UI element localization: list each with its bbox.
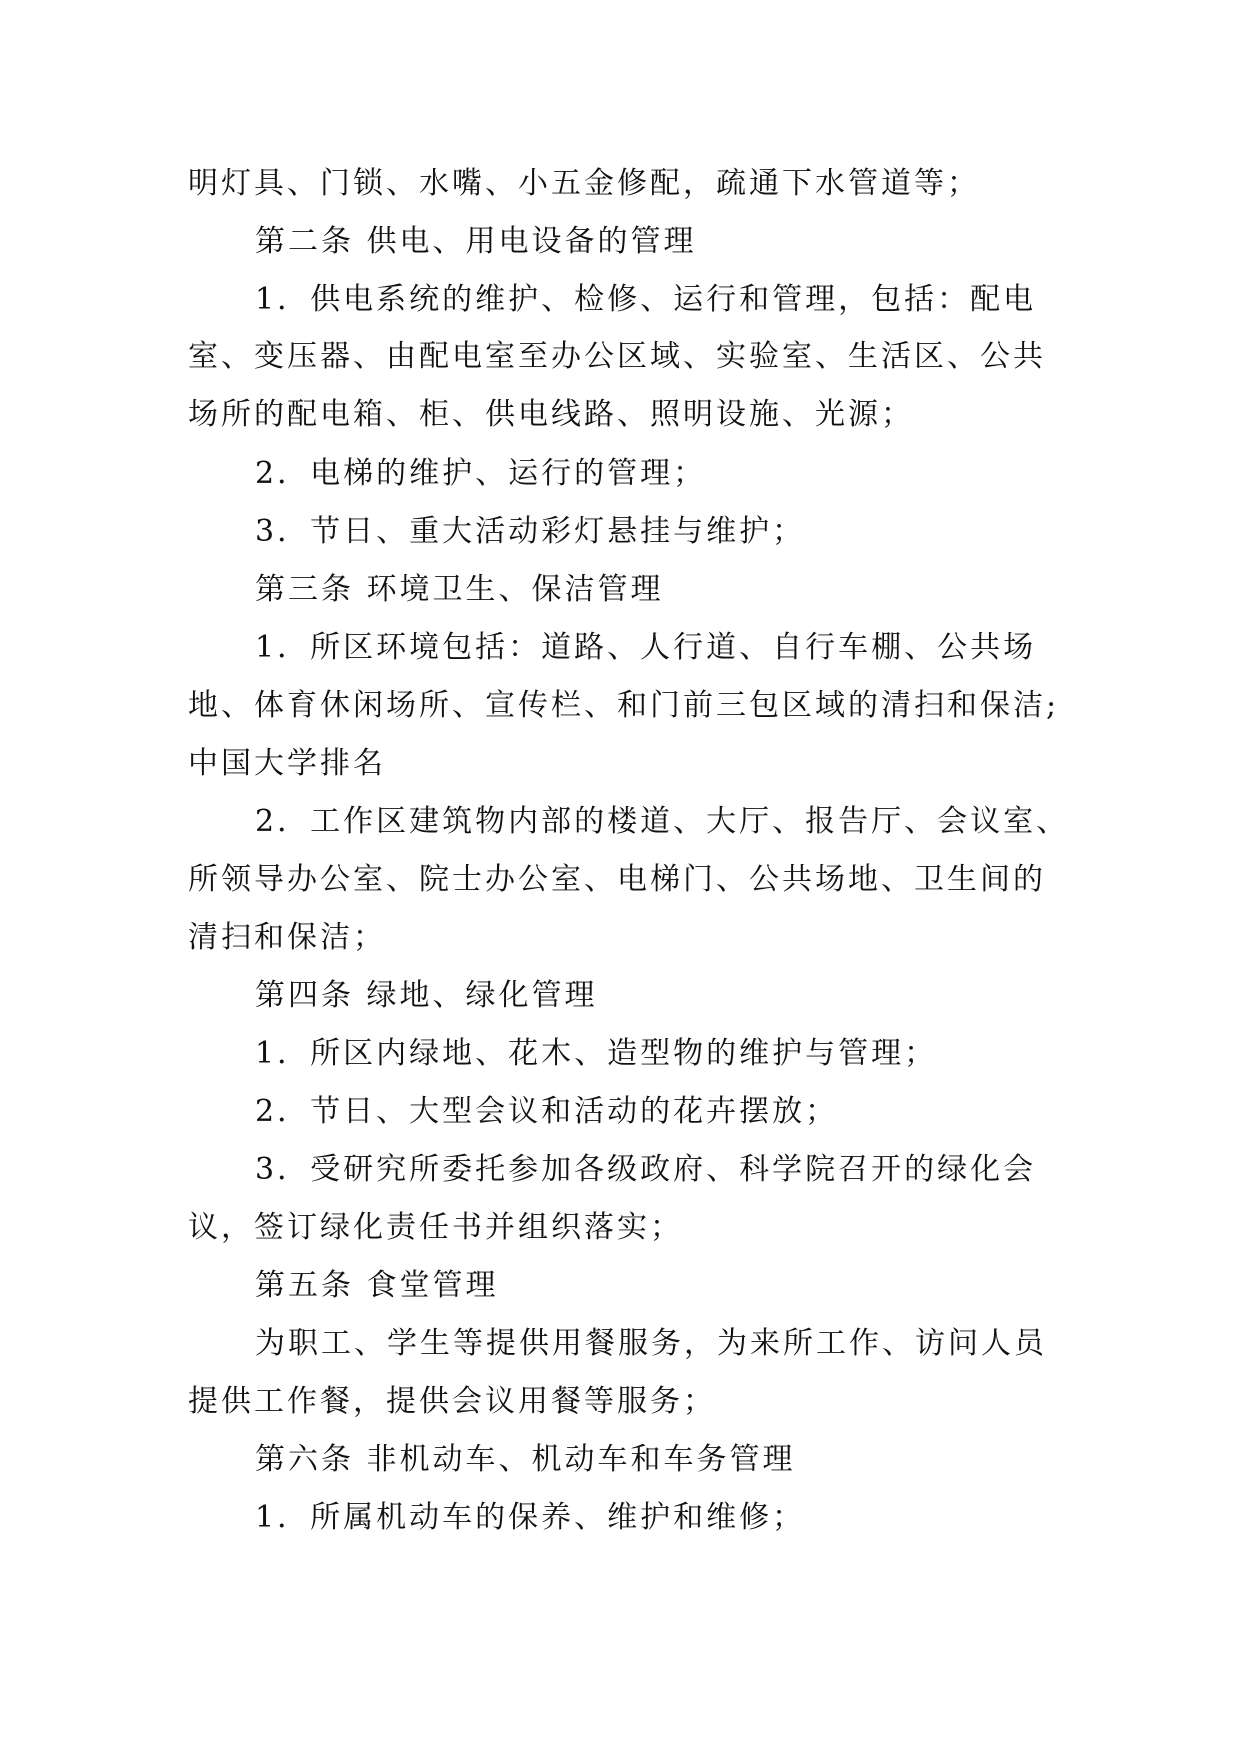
paragraph-line: 2．节日、大型会议和活动的花卉摆放； (255, 1094, 839, 1129)
paragraph-line: 1．所区环境包括：道路、人行道、自行车棚、公共场 (255, 630, 1037, 665)
paragraph-line: 提供工作餐，提供会议用餐等服务； (188, 1384, 716, 1419)
paragraph-line: 室、变压器、由配电室至办公区域、实验室、生活区、公共 (188, 339, 1046, 374)
paragraph-line: 1．所属机动车的保养、维护和维修； (255, 1500, 806, 1535)
paragraph-line: 2．工作区建筑物内部的楼道、大厅、报告厅、会议室、 (255, 804, 1070, 839)
article-heading: 第二条 供电、用电设备的管理 (255, 224, 697, 259)
paragraph-line: 中国大学排名 (188, 746, 386, 781)
article-heading: 第六条 非机动车、机动车和车务管理 (255, 1442, 796, 1477)
article-heading: 第四条 绿地、绿化管理 (255, 978, 598, 1013)
paragraph-line: 3．节日、重大活动彩灯悬挂与维护； (255, 514, 806, 549)
paragraph-line: 2．电梯的维护、运行的管理； (255, 456, 707, 491)
paragraph-line: 1．供电系统的维护、检修、运行和管理，包括：配电 (255, 282, 1037, 317)
paragraph-line: 明灯具、门锁、水嘴、小五金修配，疏通下水管道等； (188, 166, 980, 201)
paragraph-line: 议，签订绿化责任书并组织落实； (188, 1210, 683, 1245)
paragraph-line: 清扫和保洁； (188, 920, 386, 955)
paragraph-line: 3．受研究所委托参加各级政府、科学院召开的绿化会 (255, 1152, 1037, 1187)
paragraph-line: 所领导办公室、院士办公室、电梯门、公共场地、卫生间的 (188, 862, 1046, 897)
article-heading: 第三条 环境卫生、保洁管理 (255, 572, 664, 607)
article-heading: 第五条 食堂管理 (255, 1268, 499, 1303)
paragraph-line: 地、体育休闲场所、宣传栏、和门前三包区域的清扫和保洁; (188, 688, 1060, 723)
paragraph-line: 场所的配电箱、柜、供电线路、照明设施、光源； (188, 397, 914, 432)
paragraph-line: 为职工、学生等提供用餐服务，为来所工作、访问人员 (255, 1326, 1047, 1361)
paragraph-line: 1．所区内绿地、花木、造型物的维护与管理； (255, 1036, 938, 1071)
